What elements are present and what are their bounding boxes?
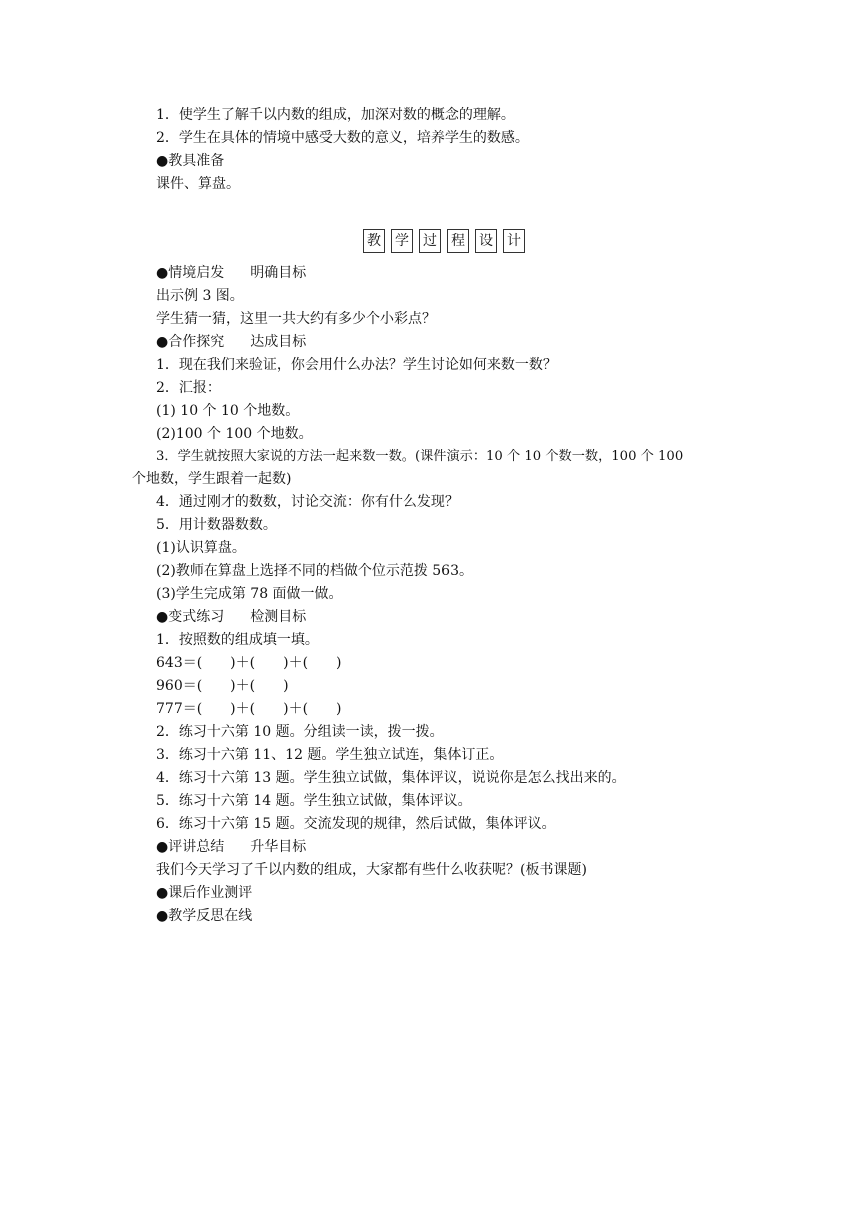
prep-text: 课件、算盘。 bbox=[156, 176, 240, 192]
sec2-line: (1) 10 个 10 个地数。 bbox=[156, 403, 300, 419]
title-char: 设 bbox=[475, 229, 497, 253]
sec2-line: 2．汇报： bbox=[156, 380, 221, 396]
sec2-more-line: (2)教师在算盘上选择不同的档做个位示范拨 563。 bbox=[156, 563, 474, 579]
title-char: 教 bbox=[363, 229, 385, 253]
prep-heading: ●教具准备 bbox=[156, 153, 225, 169]
section-heading-4-b: 升华目标 bbox=[250, 839, 307, 855]
title-char: 学 bbox=[391, 229, 413, 253]
sec2-item3-line2: 个地数，学生跟着一起数) bbox=[132, 471, 292, 487]
sec2-more-line: 5．用计数器数数。 bbox=[156, 517, 277, 533]
section-heading-2-a: ●合作探究 bbox=[156, 334, 225, 350]
sec2-item3-line1: 3．学生就按照大家说的方法一起来数一数。(课件演示：10 个 10 个数一数，100 个 100 bbox=[156, 449, 684, 464]
sec3-equation: 643＝( )＋( )＋( ) bbox=[156, 655, 342, 671]
section-heading-1-b: 明确目标 bbox=[250, 265, 307, 281]
section-heading-1-a: ●情境启发 bbox=[156, 265, 225, 281]
section-heading-2 bbox=[156, 331, 756, 353]
sec2-more-line: 4．通过刚才的数数，讨论交流：你有什么发现？ bbox=[156, 494, 459, 510]
sec3-line: 5．练习十六第 14 题。学生独立试做，集体评议。 bbox=[156, 793, 472, 809]
sec3-equation: 960＝( )＋( ) bbox=[156, 678, 289, 694]
sec3-line: 4．练习十六第 13 题。学生独立试做，集体评议，说说你是怎么找出来的。 bbox=[156, 770, 626, 786]
sec3-line: 2．练习十六第 10 题。分组读一读，拨一拨。 bbox=[156, 724, 444, 740]
design-title bbox=[363, 229, 525, 253]
title-char: 程 bbox=[447, 229, 469, 253]
sec3-line: 1．按照数的组成填一填。 bbox=[156, 632, 319, 648]
sec1-line: 学生猜一猜，这里一共大约有多少个小彩点？ bbox=[156, 311, 436, 327]
objective-1: 1．使学生了解千以内数的组成，加深对数的概念的理解。 bbox=[156, 107, 515, 123]
objective-2: 2．学生在具体的情境中感受大数的意义，培养学生的数感。 bbox=[156, 130, 529, 146]
sec2-line: (2)100 个 100 个地数。 bbox=[156, 426, 313, 442]
section-heading-4 bbox=[156, 836, 756, 858]
sec3-equation: 777＝( )＋( )＋( ) bbox=[156, 701, 342, 717]
section-heading-4-a: ●评讲总结 bbox=[156, 839, 225, 855]
title-char: 过 bbox=[419, 229, 441, 253]
section-heading-5: ●课后作业测评 bbox=[156, 885, 253, 901]
section-heading-3 bbox=[156, 606, 756, 628]
sec1-line: 出示例 3 图。 bbox=[156, 288, 244, 304]
sec2-more-line: (3)学生完成第 78 面做一做。 bbox=[156, 586, 343, 602]
section-heading-3-a: ●变式练习 bbox=[156, 609, 225, 625]
sec2-more-line: (1)认识算盘。 bbox=[156, 540, 246, 556]
sec4-line: 我们今天学习了千以内数的组成，大家都有些什么收获呢？(板书课题) bbox=[156, 862, 587, 878]
sec3-line: 3．练习十六第 11、12 题。学生独立试连，集体订正。 bbox=[156, 747, 504, 763]
title-char: 计 bbox=[503, 229, 525, 253]
section-heading-1 bbox=[156, 262, 756, 284]
section-heading-2-b: 达成目标 bbox=[250, 334, 307, 350]
section-heading-3-b: 检测目标 bbox=[250, 609, 307, 625]
sec2-line: 1．现在我们来验证，你会用什么办法？学生讨论如何来数一数？ bbox=[156, 357, 557, 373]
sec3-line: 6．练习十六第 15 题。交流发现的规律，然后试做，集体评议。 bbox=[156, 816, 556, 832]
section-heading-6: ●教学反思在线 bbox=[156, 908, 253, 924]
